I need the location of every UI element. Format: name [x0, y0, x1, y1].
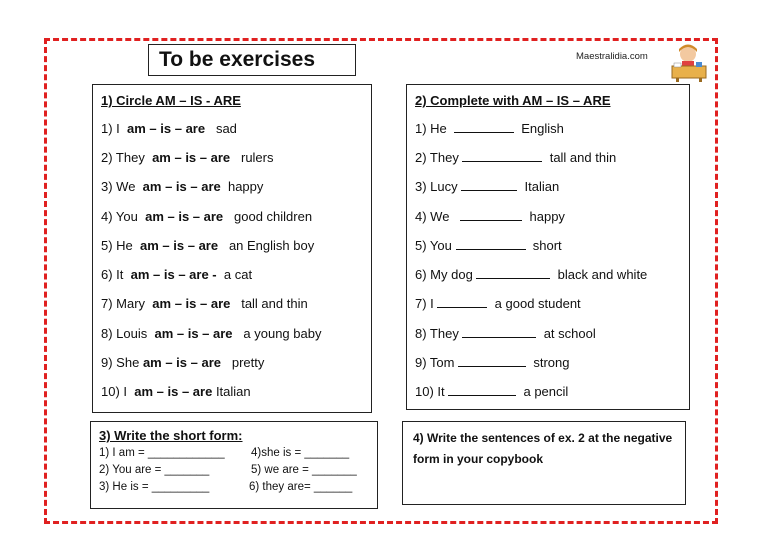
exercise-1-item: 9) She am – is – are pretty [101, 355, 265, 370]
exercise-1-heading: 1) Circle AM – IS - ARE [101, 93, 241, 108]
exercise-2-heading: 2) Complete with AM – IS – ARE [415, 93, 611, 108]
exercise-1-item: 7) Mary am – is – are tall and thin [101, 296, 308, 311]
exercise-2-item: 7) I a good student [415, 296, 581, 311]
short-form-item: 2) You are = _______ [99, 464, 210, 476]
short-form-item: 6) they are= ______ [249, 481, 353, 493]
exercise-1-item: 1) I am – is – are sad [101, 121, 237, 136]
exercise-1-box [92, 84, 372, 413]
exercise-2-item: 1) He English [415, 121, 564, 136]
answer-blank[interactable] [462, 326, 536, 338]
exercise-2-item: 6) My dog black and white [415, 267, 648, 282]
exercise-2-box [406, 84, 690, 410]
site-name: Maestralidia.com [576, 51, 648, 62]
exercise-2-item: 2) They tall and thin [415, 150, 617, 165]
answer-blank[interactable] [462, 150, 542, 162]
exercise-2-item: 10) It a pencil [415, 384, 569, 399]
page-title: To be exercises [148, 44, 356, 76]
short-form-item: 5) we are = _______ [251, 464, 357, 476]
short-form-item: 3) He is = _________ [99, 481, 210, 493]
exercise-2-item: 8) They at school [415, 326, 596, 341]
exercise-2-item: 4) We happy [415, 209, 565, 224]
answer-blank[interactable] [476, 267, 550, 279]
exercise-4-box [402, 421, 686, 505]
teacher-desk-icon [668, 42, 710, 82]
short-form-item: 1) I am = ____________ [99, 447, 225, 459]
answer-blank[interactable] [448, 384, 516, 396]
answer-blank[interactable] [454, 121, 514, 133]
exercise-1-item: 4) You am – is – are good children [101, 209, 313, 224]
answer-blank[interactable] [461, 179, 517, 191]
exercise-3-box [90, 421, 378, 509]
exercise-1-item: 10) I am – is – are Italian [101, 384, 251, 399]
answer-blank[interactable] [456, 238, 526, 250]
short-form-item: 4)she is = _______ [251, 447, 350, 459]
exercise-1-item: 6) It am – is – are - a cat [101, 267, 253, 282]
exercise-2-item: 3) Lucy Italian [415, 179, 560, 194]
exercise-1-item: 5) He am – is – are an English boy [101, 238, 315, 253]
answer-blank[interactable] [458, 355, 526, 367]
exercise-2-item: 9) Tom strong [415, 355, 570, 370]
exercise-4-instructions: 4) Write the sentences of ex. 2 at the negative form in your copybook [413, 431, 673, 466]
exercise-2-item: 5) You short [415, 238, 562, 253]
answer-blank[interactable] [460, 209, 522, 221]
answer-blank[interactable] [437, 296, 487, 308]
exercise-1-item: 2) They am – is – are rulers [101, 150, 274, 165]
exercise-1-item: 3) We am – is – are happy [101, 179, 264, 194]
exercise-1-item: 8) Louis am – is – are a young baby [101, 326, 322, 341]
exercise-3-heading: 3) Write the short form: [99, 428, 243, 443]
